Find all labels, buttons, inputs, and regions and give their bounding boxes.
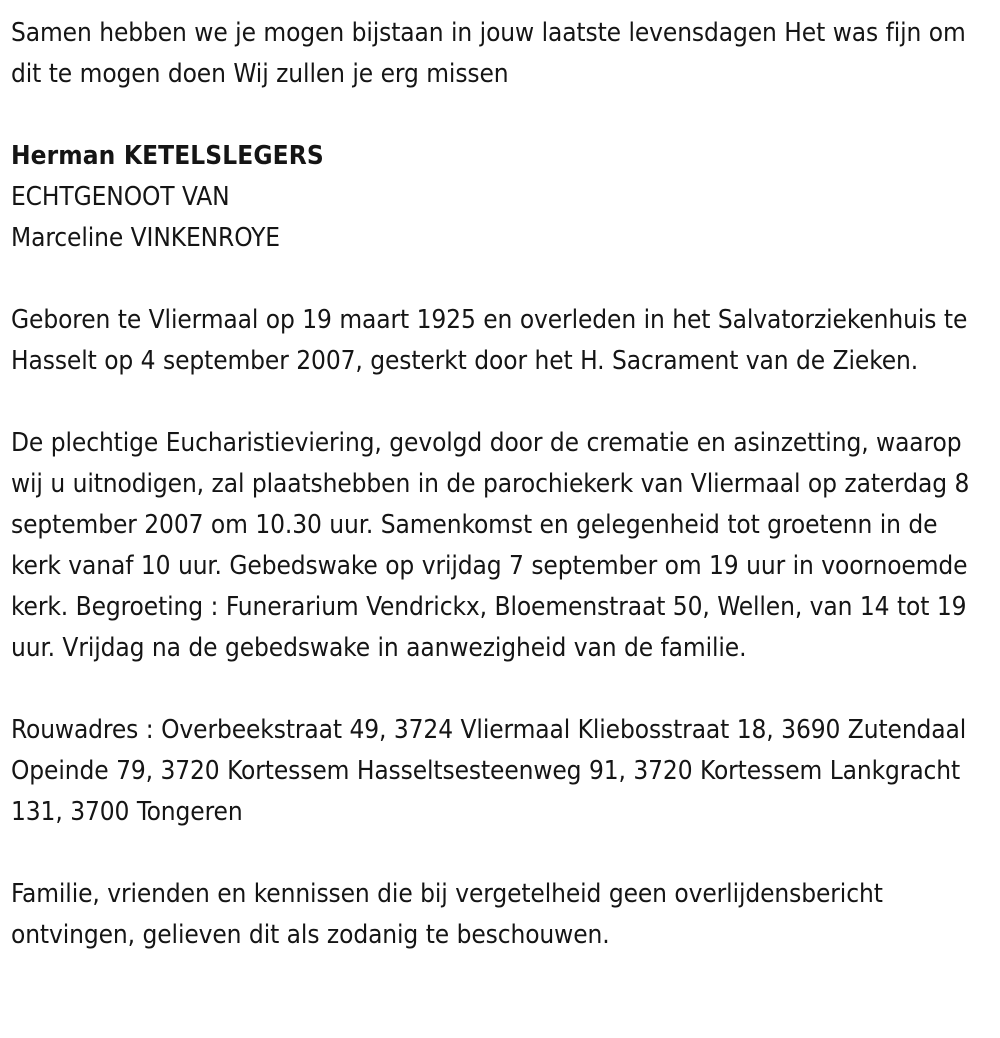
closing-notice: Familie, vrienden en kennissen die bij vergetelheid geen overlijdensbericht ontvingen, gelieven dit als zodanig te beschouwen. <box>11 879 883 950</box>
obituary-body <box>11 13 992 956</box>
deceased-name: Herman KETELSLEGERS <box>11 141 324 171</box>
opening-message: Samen hebben we je mogen bijstaan in jouw laatste levensdagen Het was fijn om dit te mogen doen Wij zullen je erg missen <box>11 18 966 89</box>
spouse-name: Marceline VINKENROYE <box>11 223 280 253</box>
birth-and-death-details: Geboren te Vliermaal op 19 maart 1925 en overleden in het Salvatorziekenhuis te Hasselt op 4 september 2007, gesterkt door het H. Sacrament van de Zieken. <box>11 305 968 376</box>
ceremony-details: De plechtige Eucharistieviering, gevolgd door de crematie en asinzetting, waarop wij u uitnodigen, zal plaatshebben in de parochiekerk van Vliermaal op zaterdag 8 september 2007 om 10.30 uur. Samenkomst en gelegenheid tot groetenn in de kerk vanaf 10 uur. Gebedswake op vrijdag 7 september om 19 uur in voornoemde kerk. Begroeting : Funerarium Vendrickx, Bloemenstraat 50, Wellen, van 14 tot 19 uur. Vrijdag na de gebedswake in aanwezigheid van de familie. <box>11 428 970 663</box>
mourning-address: Rouwadres : Overbeekstraat 49, 3724 Vliermaal Kliebosstraat 18, 3690 Zutendaal Opeinde 79, 3720 Kortessem Hasseltsesteenweg 91, 3720 Kortessem Lankgracht 131, 3700 Tongeren <box>11 715 967 827</box>
relation-label: ECHTGENOOT VAN <box>11 182 230 212</box>
deceased-name-block <box>11 136 992 259</box>
